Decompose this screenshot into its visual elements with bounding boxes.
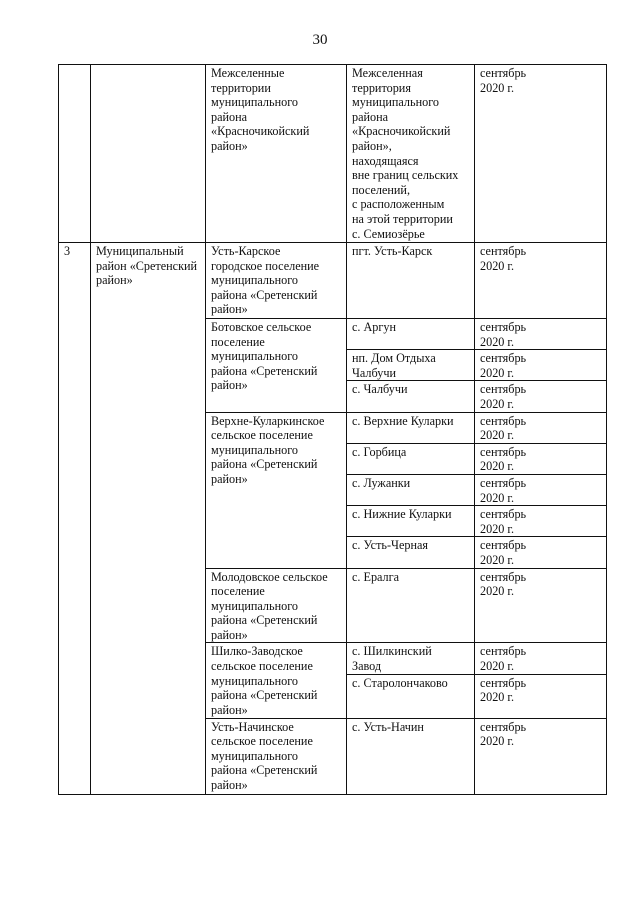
date-cell: сентябрь 2020 г. — [475, 718, 607, 794]
settlement-cell: Ботовское сельское поселение муниципального района «Сретенский район» — [206, 319, 347, 413]
date-cell: сентябрь 2020 г. — [475, 443, 607, 474]
place-cell: с. Горбица — [347, 443, 475, 474]
schedule-table — [58, 64, 607, 795]
place-cell: пгт. Усть-Карск — [347, 243, 475, 319]
settlement-cell: Межселенные территории муниципального района «Красночикойский район» — [206, 65, 347, 243]
date-cell: сентябрь 2020 г. — [475, 643, 607, 674]
place-cell: с. Нижние Куларки — [347, 506, 475, 537]
place-cell: с. Лужанки — [347, 474, 475, 505]
settlement-cell: Усть-Карское городское поселение муниципального района «Сретенский район» — [206, 243, 347, 319]
place-cell: с. Верхние Куларки — [347, 412, 475, 443]
settlement-cell: Шилко-Заводское сельское поселение муниципального района «Сретенский район» — [206, 643, 347, 718]
date-cell: сентябрь 2020 г. — [475, 674, 607, 718]
region-cell — [91, 65, 206, 243]
date-cell: сентябрь 2020 г. — [475, 319, 607, 350]
row-number-cell: 3 — [59, 243, 91, 795]
place-cell: с. Шилкинский Завод — [347, 643, 475, 674]
place-cell: с. Чалбучи — [347, 381, 475, 412]
date-cell: сентябрь 2020 г. — [475, 412, 607, 443]
date-cell: сентябрь 2020 г. — [475, 506, 607, 537]
date-cell: сентябрь 2020 г. — [475, 350, 607, 381]
place-cell: с. Ералга — [347, 568, 475, 643]
date-cell: сентябрь 2020 г. — [475, 568, 607, 643]
settlement-cell: Усть-Начинское сельское поселение муниципального района «Сретенский район» — [206, 718, 347, 794]
page-number: 30 — [312, 32, 328, 48]
region-cell: Муниципальный район «Сретенский район» — [91, 243, 206, 795]
settlement-cell: Верхне-Куларкинское сельское поселение муниципального района «Сретенский район» — [206, 412, 347, 568]
place-cell: нп. Дом Отдыха Чалбучи — [347, 350, 475, 381]
row-number-cell — [59, 65, 91, 243]
date-cell: сентябрь 2020 г. — [475, 243, 607, 319]
date-cell: сентябрь 2020 г. — [475, 381, 607, 412]
place-cell: с. Аргун — [347, 319, 475, 350]
place-cell: с. Усть-Начин — [347, 718, 475, 794]
date-cell: сентябрь 2020 г. — [475, 65, 607, 243]
place-cell: Межселенная территория муниципального района «Красночикойский район», находящаяся вне границ сельских поселений, с расположенным на этой территории с. Семиозёрье — [347, 65, 475, 243]
table-row — [59, 65, 607, 243]
place-cell: с. Усть-Черная — [347, 537, 475, 568]
place-cell: с. Старолончаково — [347, 674, 475, 718]
date-cell: сентябрь 2020 г. — [475, 474, 607, 505]
date-cell: сентябрь 2020 г. — [475, 537, 607, 568]
table-row — [59, 243, 607, 319]
settlement-cell: Молодовское сельское поселение муниципального района «Сретенский район» — [206, 568, 347, 643]
